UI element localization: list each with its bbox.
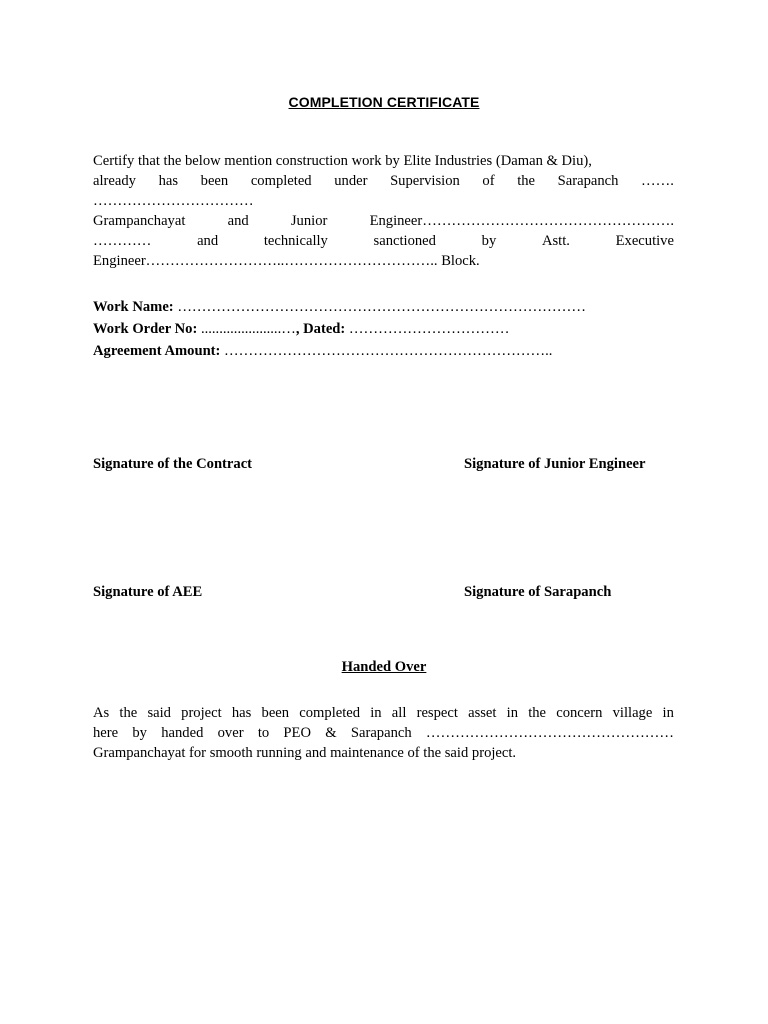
certify-line-1: Certify that the below mention construction work by Elite Industries (Daman & Diu), — [93, 153, 592, 169]
certify-paragraph — [93, 151, 674, 271]
word: Junior — [290, 213, 328, 229]
word: PEO — [283, 725, 311, 741]
word: by — [132, 725, 147, 741]
word: under — [334, 173, 368, 189]
signature-junior-engineer: Signature of Junior Engineer — [464, 456, 646, 472]
handed-over-line-2 — [93, 723, 674, 743]
certify-line-4 — [93, 211, 674, 231]
word: the — [528, 705, 547, 721]
word: completed — [250, 173, 312, 189]
signature-aee: Signature of AEE — [93, 584, 203, 600]
word: Engineer……………………………………………. — [369, 213, 674, 229]
word: …………………………………………… — [425, 725, 674, 741]
word: As — [93, 705, 110, 721]
word: project — [181, 705, 222, 721]
certify-line-3: …………………………… — [93, 193, 254, 209]
word: respect — [416, 705, 458, 721]
word: in — [370, 705, 382, 721]
word: asset — [468, 705, 497, 721]
word: Supervision — [390, 173, 460, 189]
work-order-row — [93, 321, 509, 338]
word: ……. — [641, 173, 674, 189]
word: has — [231, 705, 252, 721]
word: in — [506, 705, 519, 721]
work-name-row — [93, 299, 586, 316]
word: has — [158, 173, 179, 189]
signature-sarapanch: Signature of Sarapanch — [464, 584, 612, 600]
work-order-value: ......................… — [197, 321, 296, 337]
word: been — [200, 173, 229, 189]
word: and — [227, 213, 249, 229]
certify-line-6: Engineer………………………..………………………….. Block. — [93, 253, 480, 269]
word: the — [517, 173, 536, 189]
handed-over-paragraph — [93, 703, 674, 763]
word: Sarapanch — [350, 725, 412, 741]
dated-value: …………………………… — [345, 321, 510, 337]
dated-label: , Dated: — [295, 321, 346, 337]
word: village — [612, 705, 653, 721]
word: been — [261, 705, 290, 721]
word: ………… — [93, 233, 152, 249]
word: said — [147, 705, 171, 721]
word: & — [325, 725, 337, 741]
word: Astt. — [541, 233, 570, 249]
word: already — [93, 173, 136, 189]
agreement-amount-row — [93, 343, 552, 360]
word: all — [391, 705, 407, 721]
agreement-amount-label: Agreement Amount: — [93, 343, 221, 359]
handed-over-line-3: Grampanchayat for smooth running and maintenance of the said project. — [93, 745, 517, 761]
word: here — [93, 725, 119, 741]
work-name-label: Work Name: — [93, 299, 174, 315]
word: handed — [161, 725, 204, 741]
document-title: COMPLETION CERTIFICATE — [288, 94, 480, 110]
certify-line-2 — [93, 171, 674, 191]
word: in — [662, 705, 674, 721]
word: to — [257, 725, 270, 741]
word: concern — [556, 705, 603, 721]
word: and — [197, 233, 219, 249]
work-order-label: Work Order No: — [93, 321, 198, 337]
word: Grampanchayat — [93, 213, 186, 229]
handed-over-line-1 — [93, 703, 674, 723]
word: of — [482, 173, 495, 189]
word: technically — [263, 233, 328, 249]
handed-over-heading: Handed Over — [341, 659, 427, 675]
word: Executive — [615, 233, 674, 249]
word: the — [119, 705, 138, 721]
word: completed — [299, 705, 361, 721]
word: sanctioned — [373, 233, 436, 249]
word: over — [217, 725, 244, 741]
signature-contract: Signature of the Contract — [93, 456, 253, 472]
word: Sarapanch — [557, 173, 619, 189]
word: by — [481, 233, 497, 249]
work-name-value: ………………………………………………………………………… — [173, 299, 586, 315]
agreement-amount-value: ………………………………………………………….. — [220, 343, 553, 359]
certify-line-5 — [93, 231, 674, 251]
